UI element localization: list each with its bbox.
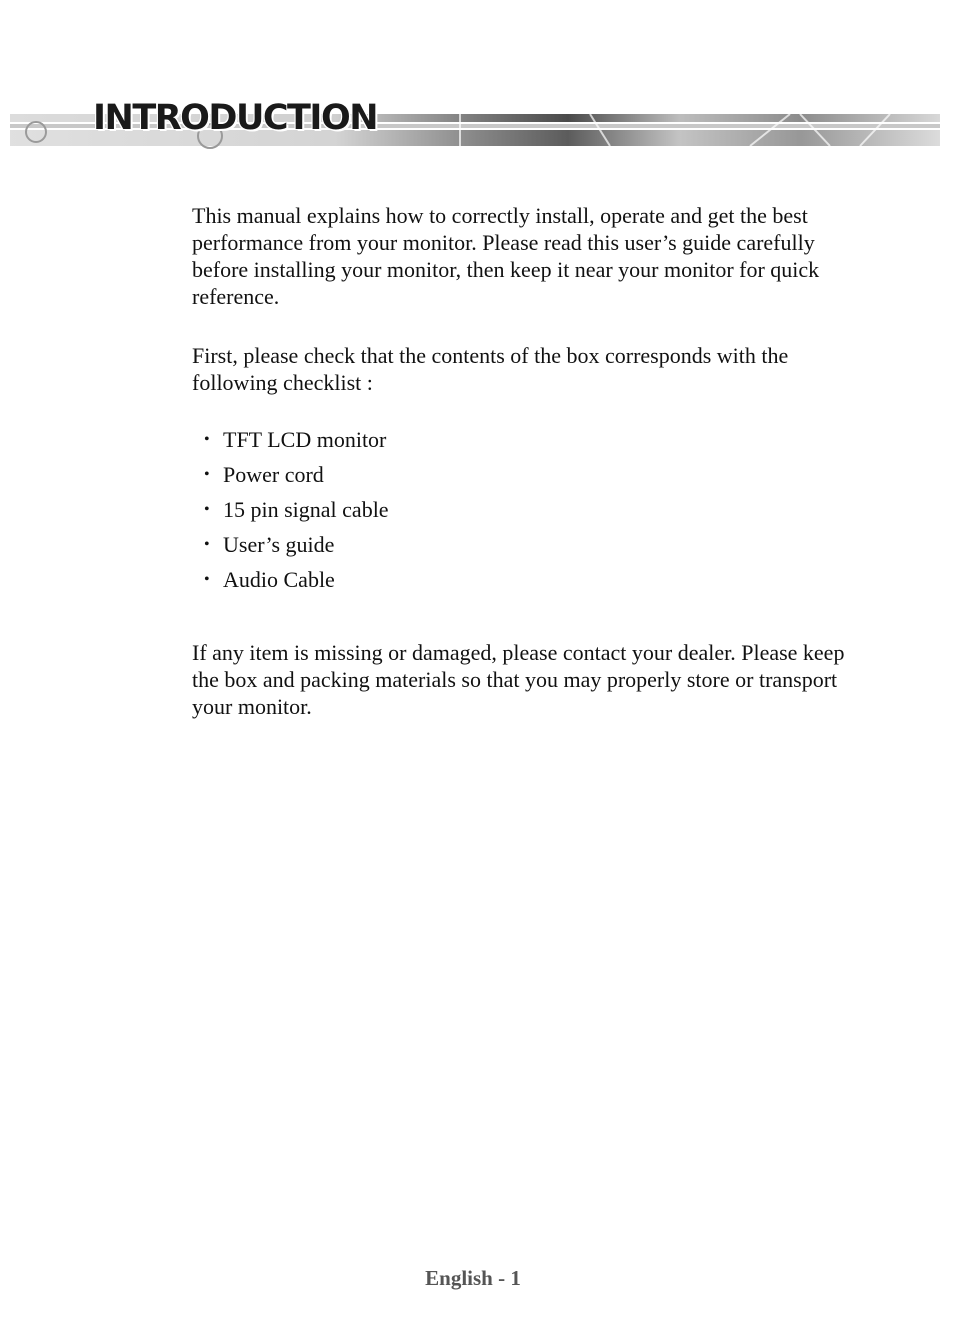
list-item-label: Power cord: [223, 462, 324, 487]
list-item: [192, 527, 852, 562]
checklist-intro-paragraph: First, please check that the contents of the box corresponds with the following checklist :: [192, 343, 789, 395]
bullet-icon: •: [204, 431, 210, 448]
list-item-label: 15 pin signal cable: [223, 497, 389, 522]
closing-paragraph: If any item is missing or damaged, please contact your dealer. Please keep the box and packing materials so that you may properly store or transport your monitor.: [192, 640, 845, 719]
page-footer: English - 1: [425, 1266, 521, 1290]
main-content: [192, 202, 852, 720]
bullet-icon: •: [204, 501, 210, 518]
page-title: INTRODUCTION: [93, 98, 377, 138]
bullet-icon: •: [204, 571, 210, 588]
list-item: [192, 492, 852, 527]
list-item-label: TFT LCD monitor: [223, 427, 387, 452]
list-item: [192, 562, 852, 597]
list-item-label: User’s guide: [223, 532, 335, 557]
bullet-icon: •: [204, 536, 210, 553]
list-item-label: Audio Cable: [223, 567, 335, 592]
box-contents-checklist: [192, 422, 852, 597]
intro-paragraph: This manual explains how to correctly install, operate and get the best performance from your monitor. Please read this user’s guide carefully before installing your monitor, then keep it near your monitor for quick reference.: [192, 203, 820, 309]
list-item: [192, 457, 852, 492]
list-item: [192, 422, 852, 457]
bullet-icon: •: [204, 466, 210, 483]
